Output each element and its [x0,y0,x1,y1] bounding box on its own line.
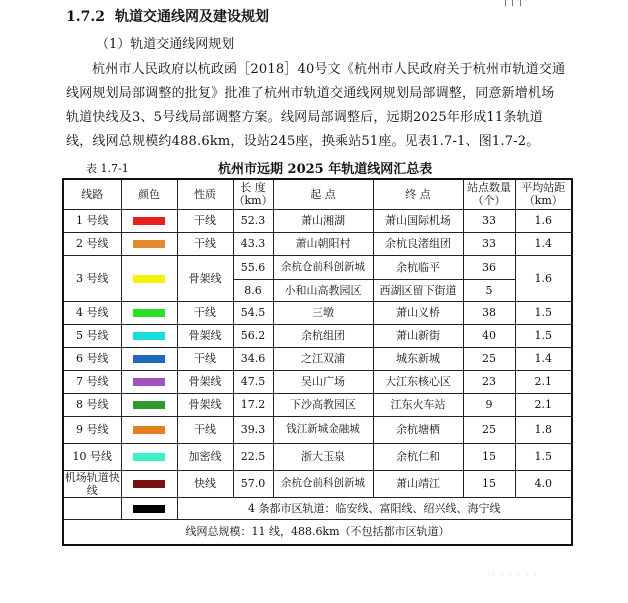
rail-network-table [62,178,573,546]
header-row [63,179,572,209]
line-type: 快线 [177,470,233,497]
table-row [63,416,572,443]
start-point: 浙大玉泉 [273,443,373,470]
header-end: 终 点 [373,179,463,209]
start-point: 余杭仓前科创新城 [273,255,373,279]
table-row [63,232,572,255]
line-length: 39.3 [233,416,273,443]
station-count: 33 [463,209,515,232]
line-type: 骨架线 [177,393,233,416]
station-count: 40 [463,324,515,347]
end-point: 余杭临平 [373,255,463,279]
start-point: 钱江新城金融城 [273,416,373,443]
line-color-cell [121,416,177,443]
subheading: （1）轨道交通线网规划 [96,37,235,52]
avg-spacing: 1.5 [515,324,572,347]
line-color-cell [121,347,177,370]
line-color-cell [121,324,177,347]
line-length: 52.3 [233,209,273,232]
station-count: 15 [463,470,515,497]
line-color-swatch [133,426,165,434]
line-name: 机场轨道快线 [64,470,120,497]
avg-spacing: 1.5 [515,443,572,470]
line-color-cell [121,470,177,497]
total-row [63,519,572,545]
station-count: 23 [463,370,515,393]
line-color-swatch [133,401,165,409]
table-title: 杭州市远期 2025 年轨道线网汇总表 [218,162,433,177]
table-row [63,393,572,416]
table-row [63,347,572,370]
line-type: 干线 [177,209,233,232]
station-count: 25 [463,416,515,443]
section-number: 1.7.2 [66,9,105,25]
line-type: 干线 [177,301,233,324]
network-total: 线网总规模：11 线，488.6km（不包括都市区轨道） [63,519,572,545]
line-type: 干线 [177,416,233,443]
end-point: 江东火车站 [373,393,463,416]
line-length: 34.6 [233,347,273,370]
line-name: 3 号线 [63,255,121,301]
body-paragraph: 杭州市人民政府以杭政函［2018］40号文《杭州市人民政府关于杭州市轨道交通线网规划局部调整的批复》批准了杭州市轨道交通线网规划局部调整，同意新增机场轨道快线及3、5号线局部调整方案。线网局部调整后，远期2025年形成11条轨道线，线网总规模约488.6km，设站245座，换乘站51座。见表1.7-1、图1.7-2。 [66,62,566,149]
start-point: 余杭仓前科创新城 [273,470,373,497]
line-name: 6 号线 [63,347,121,370]
branch-end: 西湖区留下街道 [373,279,463,301]
station-count: 25 [463,347,515,370]
table-row [63,301,572,324]
line-name: 1 号线 [63,209,121,232]
header-avg: 平均站距（km） [515,179,572,209]
end-point: 萧山靖江 [373,470,463,497]
avg-spacing: 1.6 [515,255,572,301]
start-point: 三墩 [273,301,373,324]
line-length: 54.5 [233,301,273,324]
line-name: 7 号线 [63,370,121,393]
line-length: 17.2 [233,393,273,416]
line-type: 干线 [177,347,233,370]
header-stations: 站点数量（个） [463,179,515,209]
line-length: 56.2 [233,324,273,347]
line-length: 47.5 [233,370,273,393]
line-name: 2 号线 [63,232,121,255]
avg-spacing: 1.4 [515,232,572,255]
branch-start: 小和山高教园区 [273,279,373,301]
metro-rail-text: 4 条都市区轨道：临安线、富阳线、绍兴线、海宁线 [177,497,572,519]
avg-spacing: 2.1 [515,393,572,416]
section-title: 轨道交通线网及建设规划 [114,9,269,25]
section-heading [66,6,269,26]
header-line: 线路 [63,179,121,209]
table-row [63,470,572,497]
start-point: 萧山朝阳村 [273,232,373,255]
avg-spacing: 2.1 [515,370,572,393]
table-row [63,209,572,232]
end-point: 萧山新街 [373,324,463,347]
branch-stations: 5 [463,279,515,301]
line-color-swatch [133,309,165,317]
line-length: 55.6 [233,255,273,279]
watermark: · · · · · · [492,570,538,581]
avg-spacing: 4.0 [515,470,572,497]
line-color-cell [121,232,177,255]
line-type: 骨架线 [177,370,233,393]
avg-spacing: 1.6 [515,209,572,232]
station-count: 15 [463,443,515,470]
line-name: 9 号线 [63,416,121,443]
line-length: 22.5 [233,443,273,470]
metro-rail-row [63,497,572,519]
header-type: 性质 [177,179,233,209]
line-color-cell [121,370,177,393]
header-start: 起 点 [273,179,373,209]
station-count: 38 [463,301,515,324]
start-point: 余杭组团 [273,324,373,347]
line-type: 骨架线 [177,255,233,301]
line-type: 骨架线 [177,324,233,347]
line-name: 5 号线 [63,324,121,347]
station-count: 36 [463,255,515,279]
line-color-cell [121,443,177,470]
line-name: 4 号线 [63,301,121,324]
table-row [63,443,572,470]
line-type: 干线 [177,232,233,255]
line-color-cell [121,497,177,519]
station-count: 9 [463,393,515,416]
line-color-swatch [133,378,165,386]
line-color-swatch [133,355,165,363]
line-color-swatch [133,217,165,225]
line-type: 加密线 [177,443,233,470]
end-point: 萧山义桥 [373,301,463,324]
start-point: 之江双浦 [273,347,373,370]
avg-spacing: 1.5 [515,301,572,324]
line-color-cell [121,255,177,301]
end-point: 余杭良渚组团 [373,232,463,255]
table-row [63,255,572,279]
page-edge-mark [505,0,521,6]
end-point: 大江东核心区 [373,370,463,393]
metro-line-blank [63,497,121,519]
header-length: 长 度（km） [233,179,273,209]
start-point: 萧山湘湖 [273,209,373,232]
line-color-cell [121,209,177,232]
branch-length: 8.6 [233,279,273,301]
line-name: 10 号线 [63,443,121,470]
table-row [63,324,572,347]
table-number: 表 1.7-1 [86,162,129,175]
header-color: 颜色 [121,179,177,209]
line-length: 57.0 [233,470,273,497]
line-color-cell [121,393,177,416]
avg-spacing: 1.4 [515,347,572,370]
line-color-swatch [133,453,165,461]
line-color-swatch [133,480,165,488]
line-color-cell [121,301,177,324]
start-point: 吴山广场 [273,370,373,393]
end-point: 城东新城 [373,347,463,370]
line-color-swatch [133,240,165,248]
end-point: 余杭塘栖 [373,416,463,443]
line-color-swatch [133,505,165,513]
end-point: 萧山国际机场 [373,209,463,232]
page-edge-mark [512,0,513,6]
line-name: 8 号线 [63,393,121,416]
line-length: 43.3 [233,232,273,255]
end-point: 余杭仁和 [373,443,463,470]
station-count: 33 [463,232,515,255]
line-color-swatch [133,332,165,340]
line-color-swatch [133,275,165,283]
table-row [63,370,572,393]
start-point: 下沙高教园区 [273,393,373,416]
avg-spacing: 1.8 [515,416,572,443]
